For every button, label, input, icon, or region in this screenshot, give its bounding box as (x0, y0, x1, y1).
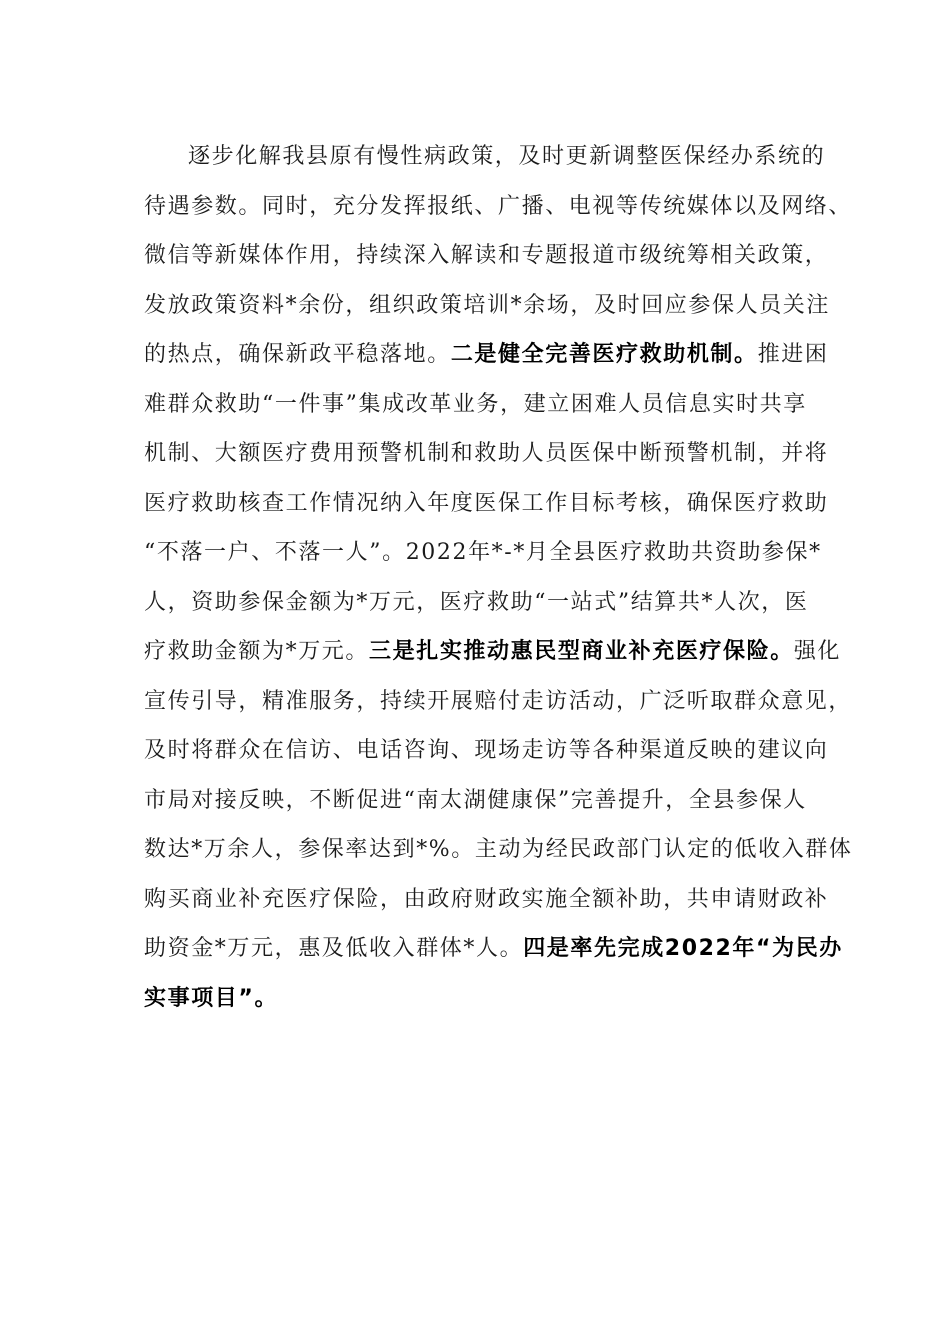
text-segment: 机制、大额医疗费用预警机制和救助人员医保中断预警机制，并将 (144, 441, 829, 466)
text-segment: 助资金*万元，惠及低收入群体*人。 (144, 936, 524, 961)
text-line (144, 825, 853, 875)
bold-heading-segment: 实事项目”。 (144, 985, 279, 1011)
text-segment: 推进困 (757, 342, 829, 367)
text-segment: 强化 (793, 639, 842, 664)
text-line (144, 677, 853, 727)
text-line (144, 330, 829, 380)
text-segment: 医疗救助核查工作情况纳入年度医保工作目标考核，确保医疗救助 (144, 490, 829, 516)
text-segment: 的热点，确保新政平稳落地。 (144, 342, 451, 367)
body-paragraph (144, 132, 853, 1023)
bold-heading-segment: 三是扎实推动惠民型商业补充医疗保险。 (369, 639, 794, 664)
text-segment: 难群众救助“一件事”集成改革业务，建立困难人员信息实时共享 (144, 391, 807, 417)
text-segment: 发放政策资料*余份，组织政策培训*余场，及时回应参保人员关注 (144, 292, 831, 318)
text-line (144, 479, 829, 529)
text-line (144, 627, 842, 677)
text-segment: “不落一户、不落一人”。2022年*-*月全县医疗救助共资助参保* (144, 540, 822, 565)
bold-heading-segment: 二是健全完善医疗救助机制。 (450, 342, 758, 367)
text-segment: 逐步化解我县原有慢性病政策，及时更新调整医保经办系统的 (188, 144, 826, 169)
text-line (144, 924, 843, 974)
text-line (144, 528, 822, 578)
text-segment: 市局对接反映，不断促进“南太湖健康保”完善提升，全县参保人 (144, 787, 807, 813)
text-line (144, 380, 808, 430)
text-segment: 待遇参数。同时，充分发挥报纸、广播、电视等传统媒体以及网络、 (144, 193, 853, 219)
text-line (144, 578, 808, 628)
text-segment: 数达*万余人，参保率达到*%。主动为经民政部门认定的低收入群体 (144, 837, 853, 862)
bold-heading-segment: 四是率先完成2022年“为民办 (523, 936, 843, 961)
text-line (144, 281, 831, 331)
text-line (144, 776, 808, 826)
text-segment: 疗救助金额为*万元。 (144, 639, 370, 664)
text-line (144, 231, 829, 281)
text-line (144, 132, 826, 182)
text-line (144, 182, 853, 232)
text-line (144, 429, 829, 479)
text-line (144, 974, 808, 1024)
text-segment: 宣传引导，精准服务，持续开展赔付走访活动，广泛听取群众意见， (144, 688, 853, 714)
text-segment: 微信等新媒体作用，持续深入解读和专题报道市级统筹相关政策， (144, 243, 829, 268)
text-line (144, 726, 829, 776)
text-segment: 人，资助参保金额为*万元，医疗救助“一站式”结算共*人次，医 (144, 589, 809, 615)
text-line (144, 875, 829, 925)
text-segment: 及时将群众在信访、电话咨询、现场走访等各种渠道反映的建议向 (144, 738, 829, 763)
text-segment: 购买商业补充医疗保险，由政府财政实施全额补助，共申请财政补 (144, 886, 829, 912)
